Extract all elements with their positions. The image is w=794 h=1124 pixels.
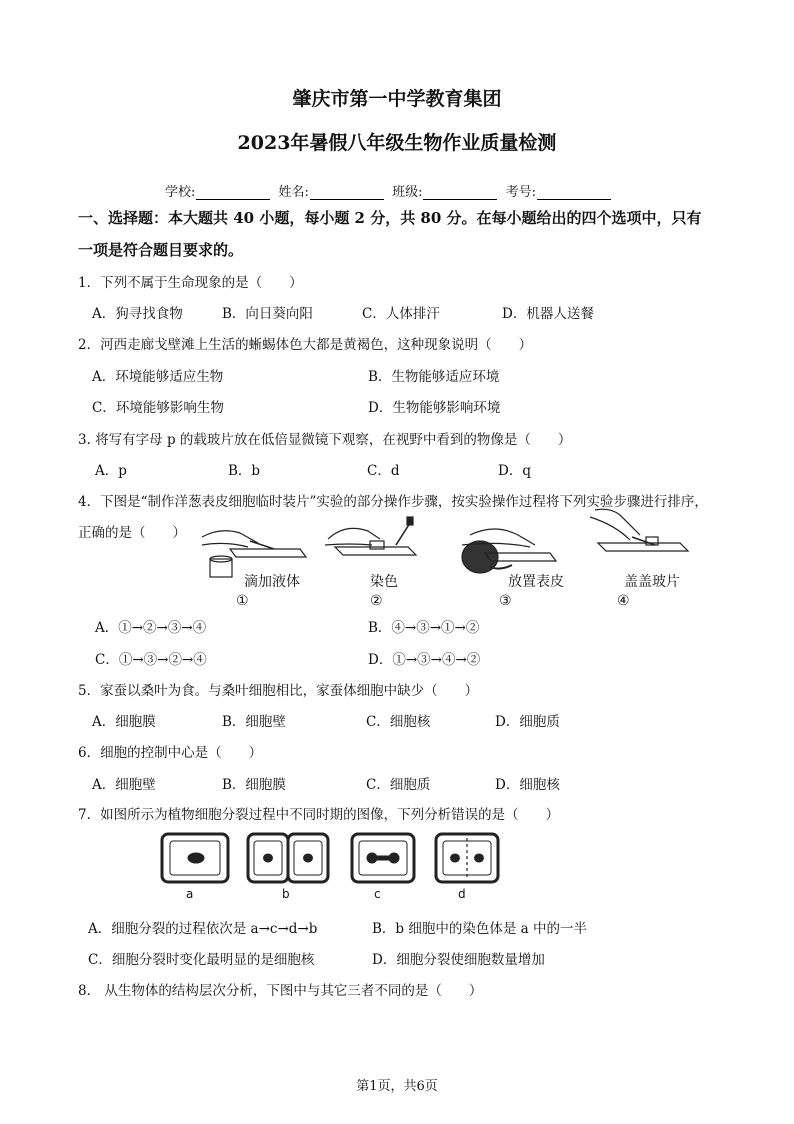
q6-option-c[interactable]: C．细胞质 (366, 777, 431, 793)
cell-label-d: d (458, 887, 466, 901)
figure-number-4: ④ (617, 593, 630, 609)
cell-a-illustration (162, 834, 228, 882)
q1-option-a[interactable]: A．狗寻找食物 (92, 306, 183, 322)
section-heading-line2: 一项是符合题目要求的。 (78, 241, 244, 259)
name-field-blank[interactable] (310, 186, 384, 200)
q1-option-c[interactable]: C．人体排汗 (362, 306, 440, 322)
q1-option-d[interactable]: D．机器人送餐 (502, 306, 594, 322)
cell-d-illustration (436, 834, 498, 882)
q2-option-a[interactable]: A．环境能够适应生物 (92, 369, 224, 385)
q2-option-d[interactable]: D．生物能够影响环境 (368, 400, 501, 416)
q2-option-b[interactable]: B．生物能够适应环境 (368, 369, 500, 385)
q3-option-d[interactable]: D．q (498, 463, 531, 479)
q4-option-b[interactable]: B．④→③→①→② (368, 620, 480, 636)
question-3-stem: 3. 将写有字母 p 的载玻片放在低倍显微镜下观察，在视野中看到的物像是（ ） (78, 432, 572, 448)
cell-c-illustration (352, 834, 414, 882)
q3-option-a[interactable]: A．p (95, 463, 127, 479)
step-place-epidermis-illustration (462, 529, 556, 573)
q6-option-b[interactable]: B．细胞膜 (222, 777, 286, 793)
cell-label-c: c (374, 887, 381, 901)
q5-option-c[interactable]: C．细胞核 (366, 714, 431, 730)
question-4-stem-line2: 正确的是（ ） (78, 525, 186, 541)
q5-option-a[interactable]: A．细胞膜 (92, 714, 156, 730)
cell-label-b: b (282, 887, 290, 901)
school-field-label: 学校: (165, 185, 196, 200)
q4-option-d[interactable]: D．①→③→④→② (368, 652, 481, 668)
question-6-stem: 6．细胞的控制中心是（ ） (78, 745, 263, 761)
exam-title: 2023年暑假八年级生物作业质量检测 (237, 132, 557, 154)
q4-option-a[interactable]: A．①→②→③→④ (95, 620, 207, 636)
figure-label-drop-liquid: 滴加液体 (244, 574, 300, 590)
school-field-blank[interactable] (196, 186, 270, 200)
student-info-line (165, 181, 615, 200)
step-stain-illustration (325, 517, 416, 555)
cell-division-figure (160, 830, 500, 886)
q6-option-d[interactable]: D．细胞核 (495, 777, 560, 793)
figure-number-3: ③ (499, 593, 512, 609)
q4-option-c[interactable]: C．①→③→②→④ (95, 652, 207, 668)
question-2-stem: 2．河西走廊戈壁滩上生活的蜥蜴体色大都是黄褐色，这种现象说明（ ） (78, 337, 533, 353)
figure-label-stain: 染色 (370, 574, 398, 590)
class-field-label: 班级: (392, 185, 423, 200)
q7-option-d[interactable]: D．细胞分裂使细胞数量增加 (372, 952, 545, 968)
q5-option-d[interactable]: D．细胞质 (495, 714, 560, 730)
cell-label-a: a (186, 887, 194, 901)
figure-number-1: ① (236, 593, 249, 609)
class-field-blank[interactable] (423, 186, 497, 200)
section-heading-line1: 一、选择题：本大题共 40 小题，每小题 2 分，共 80 分。在每小题给出的四个选项中，只有 (78, 209, 702, 227)
id-field-label: 考号: (505, 185, 536, 200)
question-4-stem-line1: 4．下图是“制作洋葱表皮细胞临时装片”实验的部分操作步骤，按实验操作过程将下列实验步骤进行排序， (78, 494, 708, 510)
q3-option-b[interactable]: B．b (228, 463, 261, 479)
q1-option-b[interactable]: B．向日葵向阳 (222, 306, 313, 322)
figure-label-cover-slip: 盖盖玻片 (624, 574, 680, 590)
question-8-stem: 8． 从生物体的结构层次分析，下图中与其它三者不同的是（ ） (78, 983, 483, 999)
question-5-stem: 5．家蚕以桑叶为食。与桑叶细胞相比，家蚕体细胞中缺少（ ） (78, 683, 479, 699)
q3-option-c[interactable]: C．d (367, 463, 400, 479)
q6-option-a[interactable]: A．细胞壁 (92, 777, 156, 793)
school-name: 肇庆市第一中学教育集团 (292, 88, 502, 110)
figure-label-place-epidermis: 放置表皮 (508, 574, 564, 590)
q7-option-b[interactable]: B．b 细胞中的染色体是 a 中的一半 (372, 921, 587, 937)
q2-option-c[interactable]: C．环境能够影响生物 (92, 400, 224, 416)
id-field-blank[interactable] (537, 186, 611, 200)
q5-option-b[interactable]: B．细胞壁 (222, 714, 286, 730)
page-footer: 第1页，共6页 (356, 1079, 438, 1094)
question-7-stem: 7．如图所示为植物细胞分裂过程中不同时期的图像，下列分析错误的是（ ） (78, 807, 560, 823)
step-cover-slip-illustration (590, 509, 688, 551)
q7-option-a[interactable]: A．细胞分裂的过程依次是 a→c→d→b (88, 921, 318, 937)
question-1-stem: 1．下列不属于生命现象的是（ ） (78, 275, 303, 291)
name-field-label: 姓名: (278, 185, 309, 200)
q7-option-c[interactable]: C．细胞分裂时变化最明显的是细胞核 (88, 952, 315, 968)
cell-b-illustration (248, 834, 328, 882)
figure-number-2: ② (370, 593, 383, 609)
